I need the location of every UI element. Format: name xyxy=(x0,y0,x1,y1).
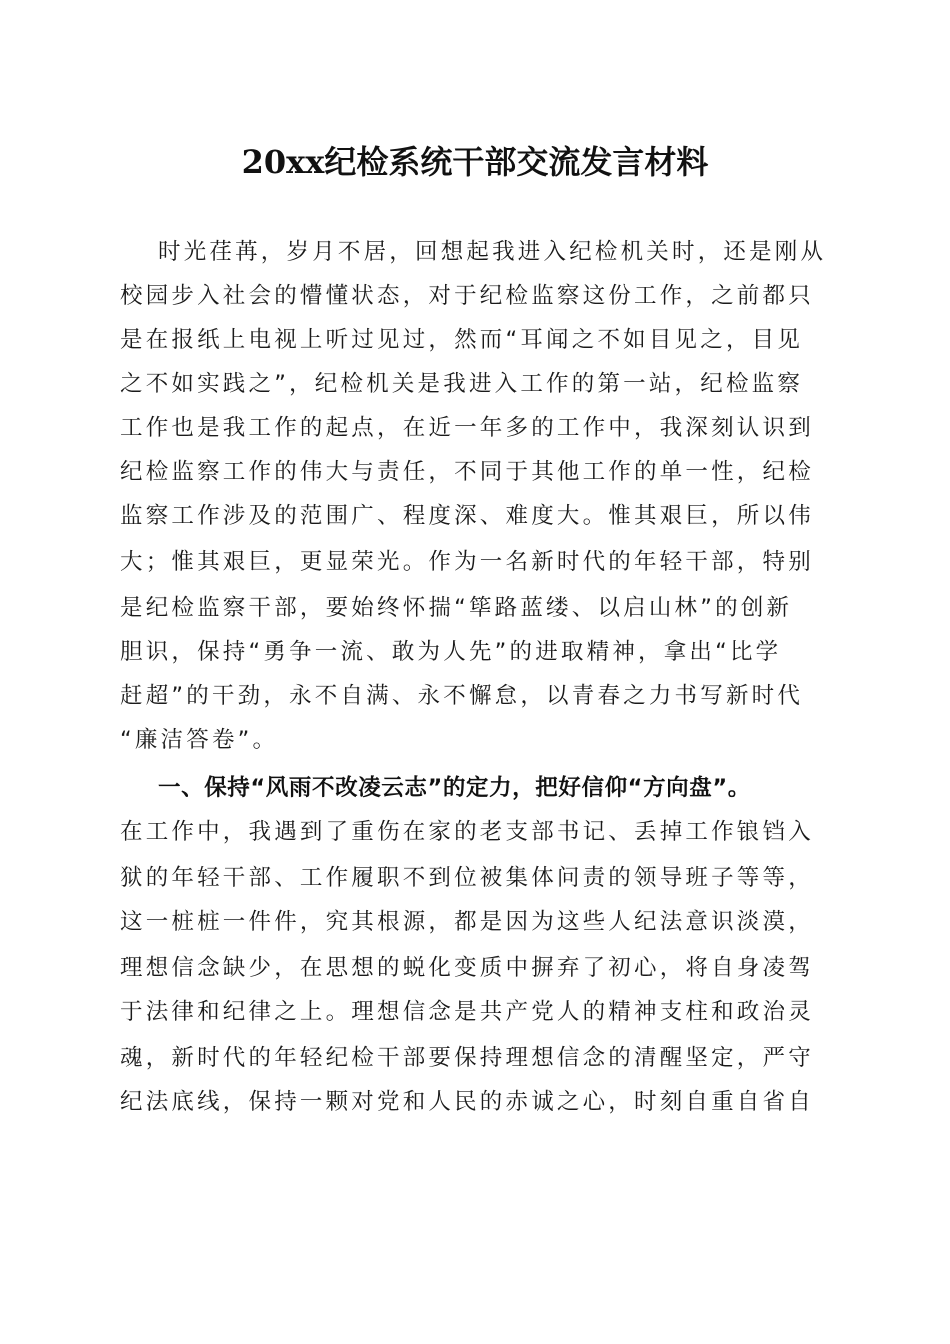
paragraph-line: 纪法底线，保持一颗对党和人民的赤诚之心，时刻自重自省自 xyxy=(120,1089,814,1115)
paragraph-line: 魂，新时代的年轻纪检干部要保持理想信念的清醒坚定，严守 xyxy=(120,1045,814,1071)
paragraph-line: 这一桩桩一件件，究其根源，都是因为这些人纪法意识淡漠， xyxy=(120,909,814,935)
paragraph-line: 时光荏苒，岁月不居，回想起我进入纪检机关时，还是刚从 xyxy=(158,239,827,265)
document-title: 20xx纪检系统干部交流发言材料 xyxy=(241,143,709,181)
section-heading: 一、保持“风雨不改凌云志”的定力，把好信仰“方向盘”。 xyxy=(158,775,751,801)
paragraph-line: “廉洁答卷”。 xyxy=(120,727,279,753)
paragraph-line: 校园步入社会的懵懂状态，对于纪检监察这份工作，之前都只 xyxy=(120,283,814,309)
paragraph-line: 理想信念缺少，在思想的蜕化变质中摒弃了初心，将自身凌驾 xyxy=(120,955,814,981)
paragraph-line: 工作也是我工作的起点，在近一年多的工作中，我深刻认识到 xyxy=(120,415,814,441)
paragraph-line: 胆识，保持“勇争一流、敢为人先”的进取精神，拿出“比学 xyxy=(120,639,782,665)
paragraph-line: 在工作中，我遇到了重伤在家的老支部书记、丢掉工作锒铛入 xyxy=(120,819,814,845)
paragraph-line: 之不如实践之”，纪检机关是我进入工作的第一站，纪检监察 xyxy=(120,371,804,397)
paragraph-line: 于法律和纪律之上。理想信念是共产党人的精神支柱和政治灵 xyxy=(120,999,814,1025)
paragraph-line: 纪检监察工作的伟大与责任，不同于其他工作的单一性，纪检 xyxy=(120,459,814,485)
paragraph-line: 大；惟其艰巨，更显荣光。作为一名新时代的年轻干部，特别 xyxy=(120,549,814,575)
paragraph-line: 赶超”的干劲，永不自满、永不懈怠，以青春之力书写新时代 xyxy=(120,683,804,709)
paragraph-line: 是在报纸上电视上听过见过，然而“耳闻之不如目见之，目见 xyxy=(120,327,804,353)
paragraph-line: 是纪检监察干部，要始终怀揣“筚路蓝缕、以启山林”的创新 xyxy=(120,595,793,621)
paragraph-line: 狱的年轻干部、工作履职不到位被集体问责的领导班子等等， xyxy=(120,865,814,891)
paragraph-line: 监察工作涉及的范围广、程度深、难度大。惟其艰巨，所以伟 xyxy=(120,503,814,529)
